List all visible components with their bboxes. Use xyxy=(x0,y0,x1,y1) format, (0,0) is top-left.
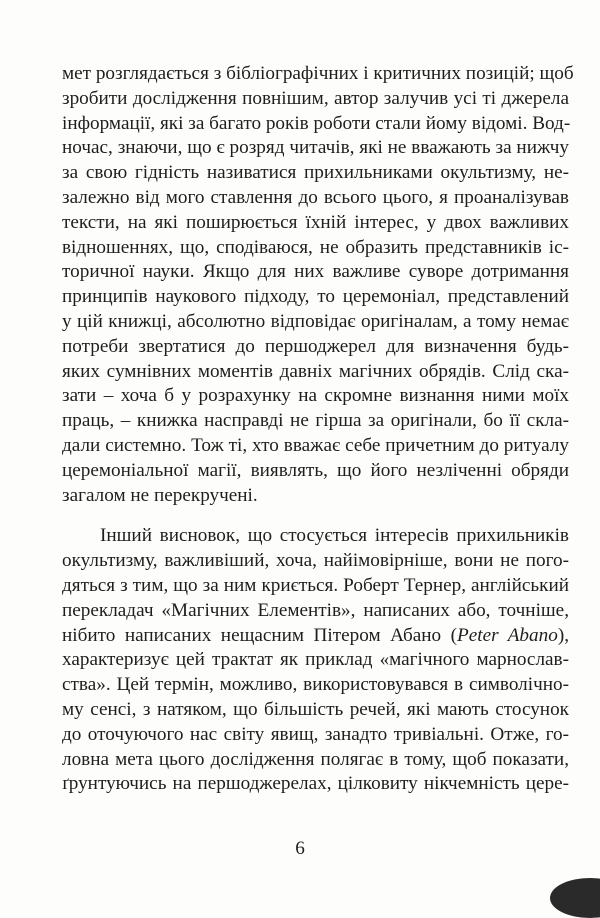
scan-shadow xyxy=(550,878,600,918)
text-line: принципів наукового підходу, то церемоніал, представлений xyxy=(62,286,569,308)
text-line: ночас, знаючи, що є розряд читачів, які не вважають за нижчу xyxy=(62,137,569,159)
text-line: ства». Цей термін, можливо, використовувався в символічно- xyxy=(62,674,569,696)
text-line: характеризує цей трактат як приклад «магічного марнослав- xyxy=(62,649,569,671)
text-line: за свою гідність називатися прихильниками окультизму, не- xyxy=(62,162,569,184)
text-line: церемоніальної магії, виявлять, що його незліченні обряди xyxy=(62,459,569,481)
text-line: торичної науки. Якщо для них важливе суворе дотримання xyxy=(62,261,569,283)
book-page xyxy=(62,62,574,797)
text-line: дали системно. Тож ті, хто вважає себе причетним до ритуалу xyxy=(62,434,569,456)
text-line: інформації, які за багато років роботи стали йому відомі. Вод- xyxy=(62,112,571,134)
text-line: окультизму, важливіший, хоча, найімовірніше, вони не пого- xyxy=(62,550,569,572)
paragraph-2 xyxy=(62,524,569,797)
text-line: загалом не перекручені. xyxy=(62,484,258,506)
text-line: ґрунтуючись на першоджерелах, цілковиту нікчемність цере- xyxy=(62,773,569,795)
text-line: му сенсі, з натяком, що більшість речей, які мають стосунок xyxy=(62,698,569,720)
text-segment: нібито написаних нещасним Пітером Абано ( xyxy=(62,624,458,646)
text-line: залежно від мого ставлення до всього цього, я проаналізував xyxy=(62,186,569,208)
text-segment: ), xyxy=(557,624,569,646)
text-line: потреби звертатися до першоджерел для визначення будь- xyxy=(62,335,569,357)
text-line: перекладач «Магічних Елементів», написаних або, точніше, xyxy=(62,599,569,621)
text-line: дяться з тим, що за ним криється. Роберт Тернер, англійський xyxy=(62,574,569,596)
text-line: мет розглядається з бібліографічних і критичних позицій; щоб xyxy=(62,63,574,84)
text-line xyxy=(62,624,569,649)
italic-name: Peter Abano xyxy=(457,624,558,646)
text-line: тексти, на які поширюється їхній інтерес, у двох важливих xyxy=(62,211,569,233)
text-line: у цій книжці, абсолютно відповідає оригіналам, а тому немає xyxy=(62,310,569,332)
page-number: 6 xyxy=(295,838,305,859)
paragraph-1 xyxy=(62,62,574,508)
text-line: відношеннях, що, сподіваюся, не образить представників іс- xyxy=(62,236,569,258)
text-line: ловна мета цього дослідження полягає в тому, щоб показати, xyxy=(62,748,569,770)
text-line: Інший висновок, що стосується інтересів прихильників xyxy=(100,525,569,547)
text-line: яких сумнівних моментів давніх магічних обрядів. Слід ска- xyxy=(62,360,569,382)
text-line: зати – хоча б у розрахунку на скромне визнання ними моїх xyxy=(62,385,569,407)
paragraph-gap xyxy=(62,508,569,524)
text-line: до оточуючого нас світу явищ, занадто тривіальні. Отже, го- xyxy=(62,723,569,745)
text-line: праць, – книжка насправді не гірша за оригінали, бо її скла- xyxy=(62,410,569,432)
text-line: зробити дослідження повнішим, автор залучив усі ті джерела xyxy=(62,87,569,109)
